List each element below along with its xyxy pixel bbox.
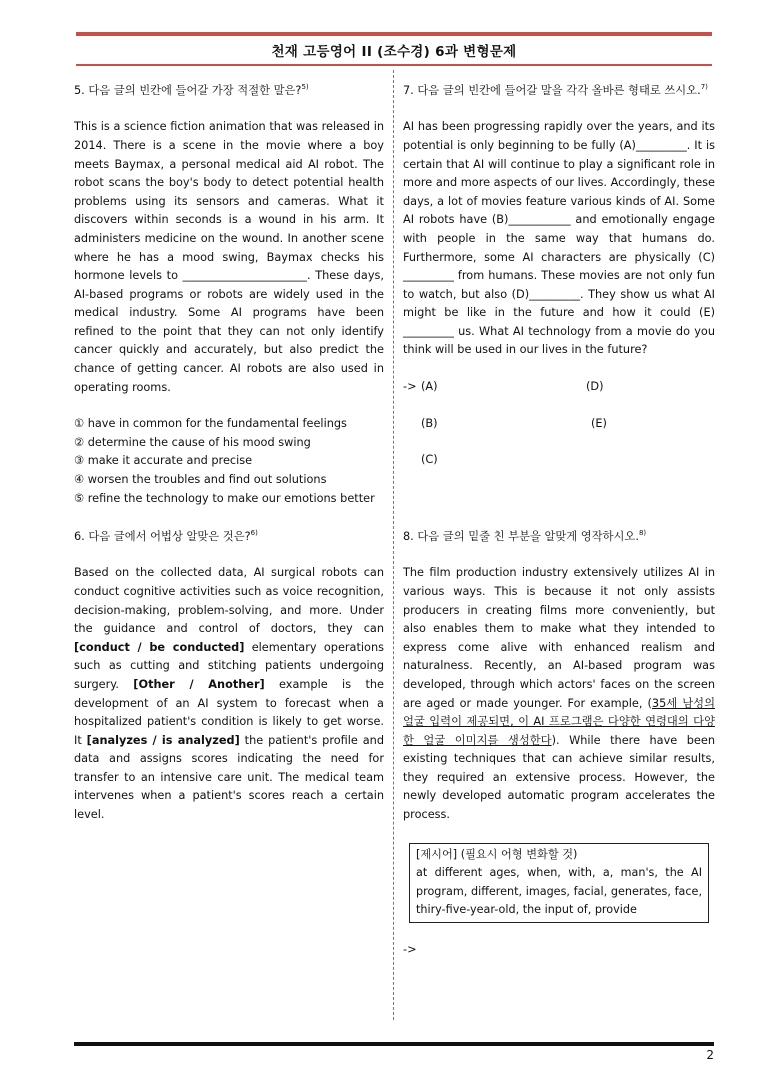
- q5-prompt: 5. 다음 글의 빈칸에 들어갈 가장 적절한 말은?$^{5)}$: [74, 83, 309, 97]
- q8-box-title: [제시어] (필요시 어형 변화할 것): [416, 847, 578, 861]
- q6-prompt: 6. 다음 글에서 어법상 알맞은 것은?$^{6)}$: [74, 529, 258, 543]
- page-number: 2: [706, 1048, 714, 1062]
- q7-passage: AI has been progressing rapidly over the years, and its potential is only beginning to be fully (A)_________. It is certain that AI will continue to play a significant role in more and more aspects of our lives. Accordingly, these days, a lot of movies feature various kinds of AI. Some AI robots have (B)___________ and emotionally engage with people in the same way that humans do. Furthermore, some AI characters are physically (C) _________ from humans. These movies are not only fun to watch, but also (D)_________. They show us what AI might be like in the future and how it could (E) _________ us. What AI technology from a movie do you think will be used in our lives in the future?: [403, 120, 715, 357]
- q6-passage: Based on the collected data, AI surgical robots can conduct cognitive activities such as voice recognition, decision-making, problem-solving, and more. Under the guidance and control of doctors, they can [conduct / be conducted] elementary operations such as cutting and stitching patients undergoing surgery. [Other / Another] example is the development of an AI system to forecast when a hospitalized patient's condition is likely to get worse. It [analyzes / is analyzed] the patient's profile and data and assigns scores indicating the need for transfer to an intensive care unit. The medical team intervenes when a patient's scores reach a certain level.: [74, 566, 384, 822]
- q7-answer-c[interactable]: (C): [421, 453, 438, 467]
- q7-answer-b[interactable]: (B): [421, 416, 438, 430]
- question-7: [403, 78, 715, 470]
- q5-choice-1[interactable]: ① have in common for the fundamental feelings: [74, 417, 347, 431]
- q8-word-box: [409, 843, 709, 923]
- q5-choice-3[interactable]: ③ make it accurate and precise: [74, 454, 253, 468]
- header-top-rule: [76, 32, 712, 36]
- q5-passage: This is a science fiction animation that was released in 2014. There is a scene in the movie where a boy meets Baymax, a personal medical aid AI robot. The robot scans the boy's body to detect potential health problems using its sensors and cameras. What it discovers within seconds is a wound in his arm. It administers medicine on the wound. In another scene where he has a mood swing, Baymax checks his hormone levels to ______________________. These days, AI-based programs or robots are widely used in the medical industry. Some AI programs have been refined to the point that they can not only identify cancer quickly and accurately, but also predict the chance of getting cancer. AI robots are also used in operating rooms.: [74, 120, 384, 394]
- q7-answer-d[interactable]: (D): [586, 380, 604, 394]
- q8-prompt: 8. 다음 글의 밑줄 친 부분을 알맞게 영작하시오.$^{8)}$: [403, 529, 647, 543]
- q8-box-words: at different ages, when, with, a, man's, the AI program, different, images, facial, generates, face, thiry-five-year-old, the input of, provide: [416, 866, 702, 917]
- q5-choices: [74, 415, 384, 508]
- question-6: [74, 524, 384, 825]
- header-bottom-rule: [76, 64, 712, 66]
- q5-choice-4[interactable]: ④ worsen the troubles and find out solutions: [74, 473, 327, 487]
- q7-answer-e[interactable]: (E): [591, 416, 607, 430]
- q7-answer-row-1: -> (A) (D): [403, 378, 715, 397]
- q8-underlined-korean: 35세 남성의 얼굴 입력이 제공되면, 이 AI 프로그램은 다양한 연령대의 다양한 얼굴 이미지를 생성한다: [403, 696, 715, 747]
- q8-passage: The film production industry extensively utilizes AI in various ways. This is because it not only assists producers in creating films more conveniently, but also enables them to make what they intended to express come alive with enhanced realism and naturalness. Recently, an AI-based program was developed, through which actors' faces on the screen are aged or made younger. For example, (35세 남성의 얼굴 입력이 제공되면, 이 AI 프로그램은 다양한 연령대의 다양한 얼굴 이미지를 생성한다). While there have been existing techniques that can achieve similar results, they required an extensive process. However, the newly developed automatic program accelerates the process.: [403, 566, 715, 822]
- question-5: [74, 78, 384, 508]
- q6-option-2[interactable]: [Other / Another]: [133, 677, 265, 691]
- footer-rule: [74, 1042, 714, 1046]
- question-8: [403, 524, 715, 960]
- q6-option-3[interactable]: [analyzes / is analyzed]: [86, 733, 240, 747]
- q6-option-1[interactable]: [conduct / be conducted]: [74, 640, 245, 654]
- q7-prompt: 7. 다음 글의 빈칸에 들어갈 말을 각각 올바른 형태로 쓰시오.$^{7)}$: [403, 83, 708, 97]
- q7-answer-row-2: [403, 415, 715, 434]
- q5-choice-5[interactable]: ⑤ refine the technology to make our emotions better: [74, 491, 375, 505]
- q7-answer-row-3: [403, 451, 715, 470]
- q8-answer-arrow[interactable]: ->: [403, 943, 417, 957]
- column-divider: [393, 70, 394, 1020]
- q7-answer-a[interactable]: (A): [421, 380, 438, 394]
- page-title: 천재 고등영어 II (조수경) 6과 변형문제: [271, 44, 517, 60]
- q5-choice-2[interactable]: ② determine the cause of his mood swing: [74, 435, 311, 449]
